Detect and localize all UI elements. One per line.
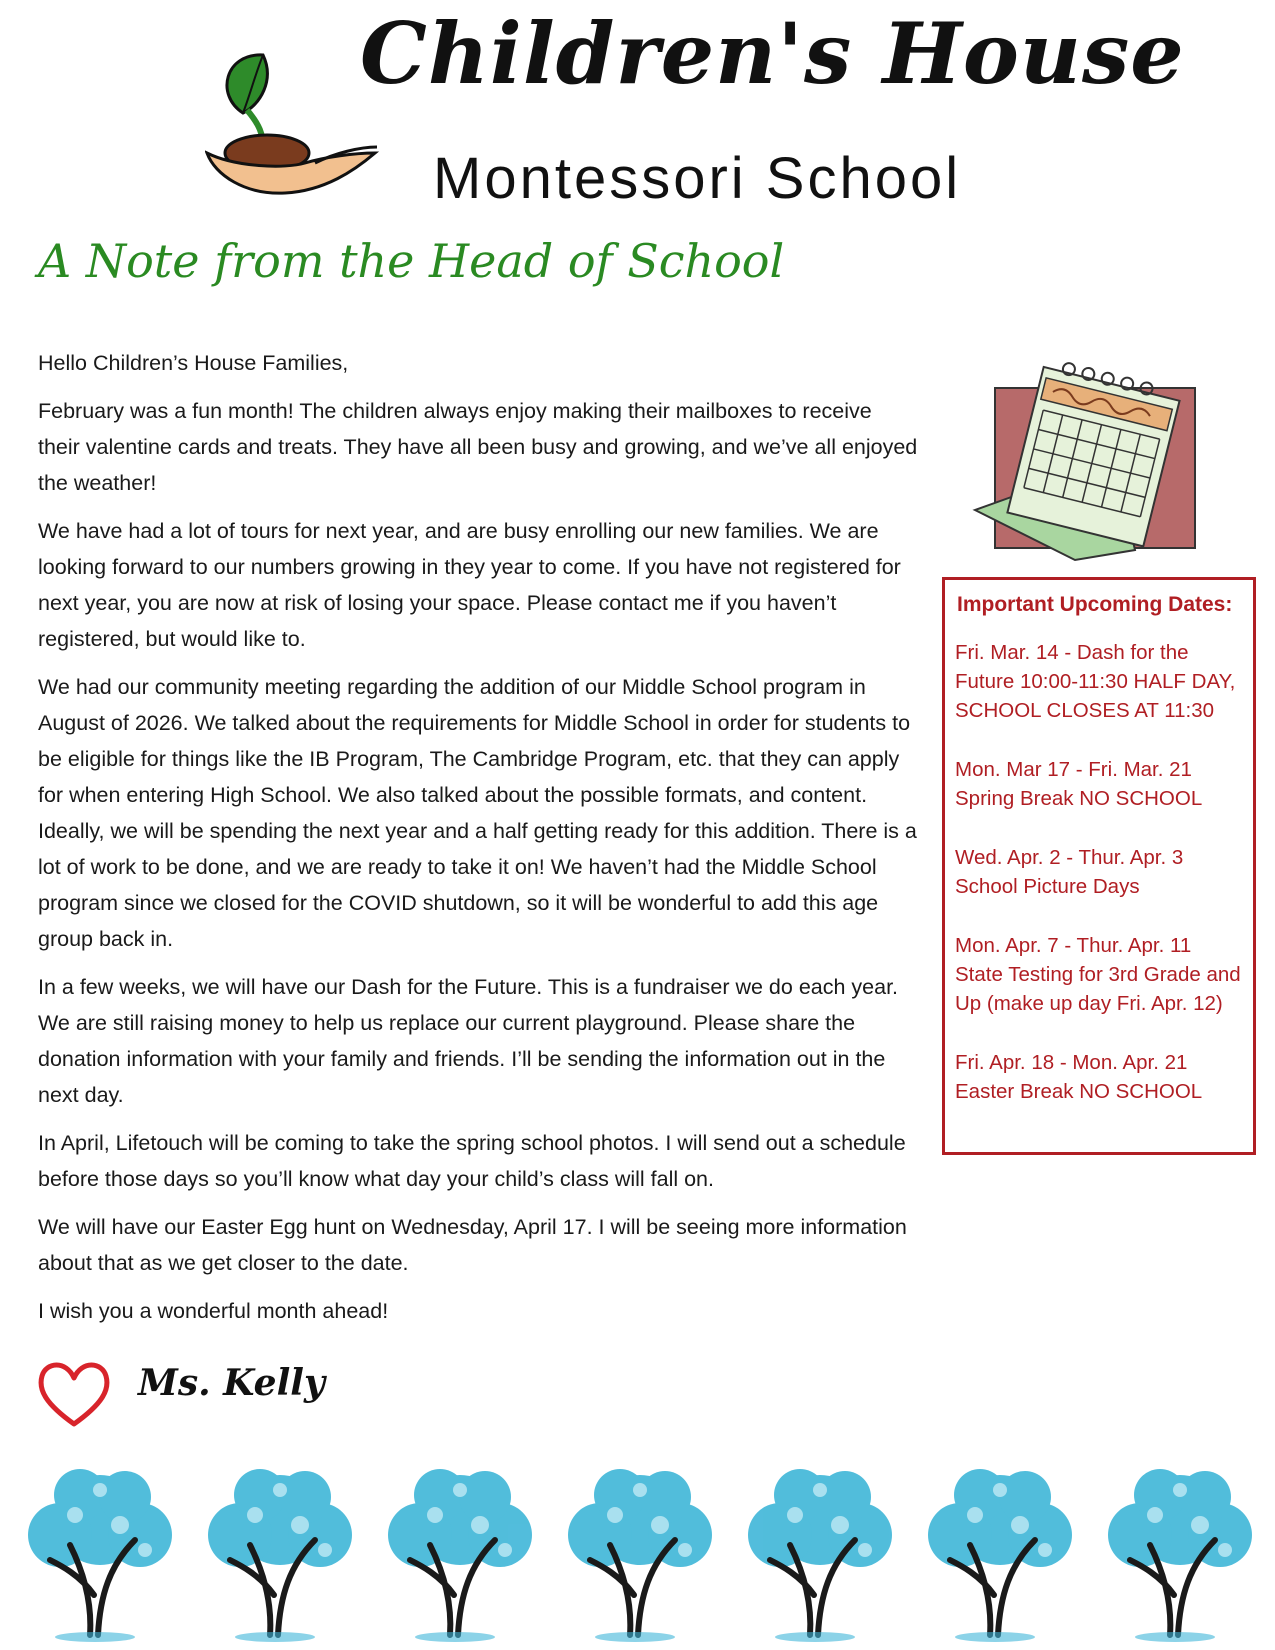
- school-subtitle: Montessori School: [433, 146, 962, 211]
- tree-icon: [1100, 1465, 1260, 1645]
- tree-icon: [200, 1465, 360, 1645]
- tree-border: [20, 1465, 1260, 1645]
- letter-paragraph: We have had a lot of tours for next year, and are busy enrolling our new families. We are looking forward to our numbers growing in they year to come. If you have not registered for next year, you are now at risk of losing your space. Please contact me if you haven’t registered, but would like to.: [38, 519, 901, 651]
- date-item: Fri. Apr. 18 - Mon. Apr. 21 Easter Break NO SCHOOL: [955, 1051, 1203, 1103]
- date-item: Wed. Apr. 2 - Thur. Apr. 3 School Picture Days: [955, 846, 1184, 898]
- date-item: Fri. Mar. 14 - Dash for the Future 10:00-11:30 HALF DAY, SCHOOL CLOSES AT 11:30: [955, 641, 1236, 722]
- letter-paragraph: We had our community meeting regarding the addition of our Middle School program in August of 2026. We talked about the requirements for Middle School in order for students to be eligible for things like the IB Program, The Cambridge Program, etc. that they can apply for when entering High School. We also talked about the possible formats, and content. Ideally, we will be spending the next year and a half getting ready for this addition. There is a lot of work to be done, and we are ready to take it on! We haven’t had the Middle School program since we closed for the COVID shutdown, so it will be wonderful to add this age group back in.: [38, 675, 917, 951]
- tree-icon: [740, 1465, 900, 1645]
- date-item: Mon. Mar 17 - Fri. Mar. 21 Spring Break NO SCHOOL: [955, 758, 1203, 810]
- school-name: Children's House: [360, 4, 1185, 103]
- seedling-hand-icon: [205, 35, 385, 205]
- date-item: Mon. Apr. 7 - Thur. Apr. 11 State Testing for 3rd Grade and Up (make up day Fri. Apr. 12): [955, 934, 1241, 1015]
- calendar-icon: [965, 360, 1205, 570]
- letter-paragraph: In April, Lifetouch will be coming to take the spring school photos. I will send out a schedule before those days so you’ll know what day your child’s class will fall on.: [38, 1131, 906, 1191]
- signature: Ms. Kelly: [138, 1362, 325, 1404]
- letter-paragraph: I wish you a wonderful month ahead!: [38, 1299, 389, 1323]
- tree-icon: [20, 1465, 180, 1645]
- page-title: A Note from the Head of School: [38, 234, 785, 288]
- dates-title: Important Upcoming Dates:: [957, 593, 1233, 616]
- upcoming-dates-box: [942, 577, 1256, 1155]
- letter-body: [38, 345, 918, 1341]
- heart-icon: [36, 1358, 112, 1430]
- letter-paragraph: We will have our Easter Egg hunt on Wednesday, April 17. I will be seeing more information about that as we get closer to the date.: [38, 1215, 907, 1275]
- letter-paragraph: In a few weeks, we will have our Dash for the Future. This is a fundraiser we do each year. We are still raising money to help us replace our current playground. Please share the donation information with your family and friends. I’ll be sending the information out in the next day.: [38, 975, 899, 1107]
- letter-paragraph: February was a fun month! The children always enjoy making their mailboxes to receive their valentine cards and treats. They have all been busy and growing, and we’ve all enjoyed the weather!: [38, 399, 918, 495]
- letter-greeting: Hello Children’s House Families,: [38, 351, 349, 375]
- tree-icon: [560, 1465, 720, 1645]
- tree-icon: [380, 1465, 540, 1645]
- tree-icon: [920, 1465, 1080, 1645]
